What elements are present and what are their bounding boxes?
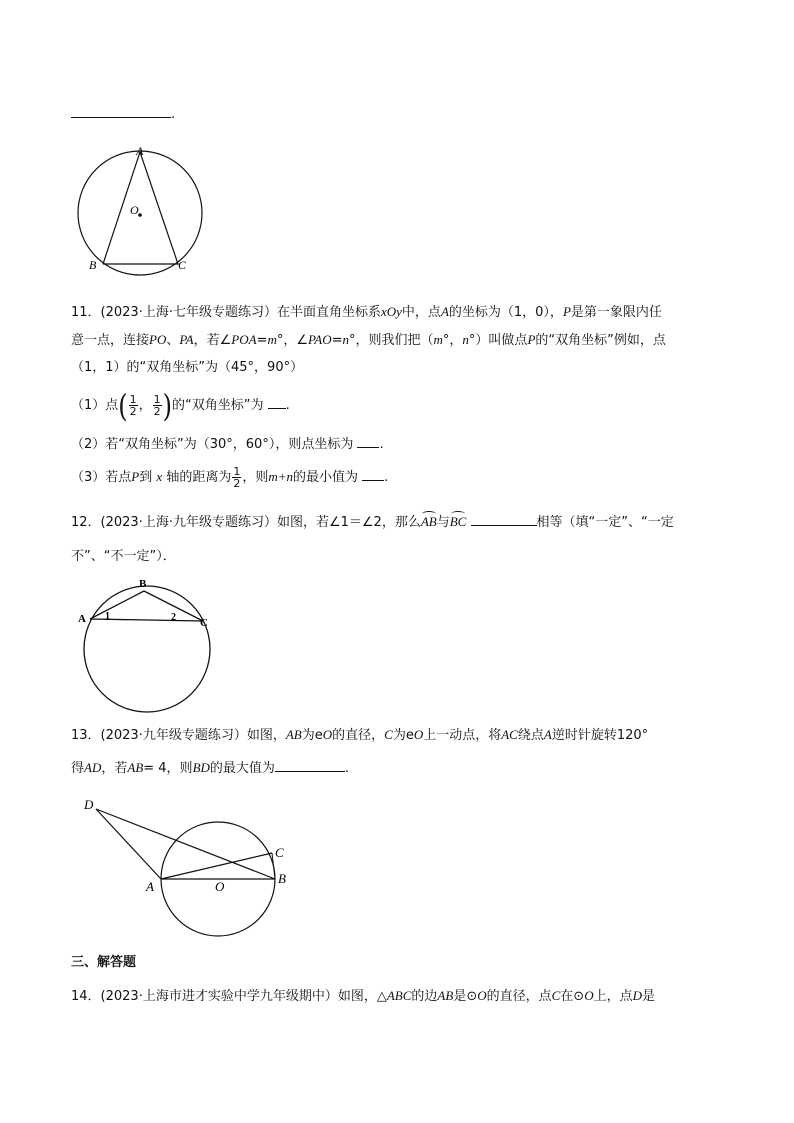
text: 的直径，点: [486, 989, 552, 1004]
text: 如图，△: [337, 989, 387, 1004]
denominator: 2: [129, 405, 137, 418]
var-ABC: ABC: [386, 988, 412, 1003]
text: 逆时针旋转120°: [551, 728, 649, 743]
text: 意一点，连接: [71, 333, 150, 348]
text: 轴的距离为: [166, 470, 232, 485]
denominator: 2: [153, 405, 161, 418]
text: 上一动点，将: [423, 728, 502, 743]
segment-AD: [96, 809, 161, 879]
var-BD: BD: [192, 760, 210, 775]
var-A: A: [440, 304, 449, 319]
text: = 4，则: [143, 761, 193, 776]
denominator: 2: [233, 477, 241, 490]
question-number: 14．: [71, 989, 101, 1004]
label-D: D: [84, 797, 94, 812]
text: 如图，若∠1＝∠2，那么: [276, 515, 421, 530]
q13-line1: [71, 726, 648, 745]
text: （1）点: [71, 398, 119, 413]
text: °）叫做点: [468, 333, 528, 348]
var-m: m: [267, 332, 277, 347]
section-title: 三、解答题: [71, 955, 137, 970]
var-C: C: [384, 727, 393, 742]
text: 到: [139, 470, 153, 485]
text: （1，1）的“双角坐标”为（45°，90°）: [71, 360, 304, 375]
question-source: (2023·九年级专题练习）: [100, 728, 247, 743]
var-P: P: [527, 332, 536, 347]
var-A: A: [543, 727, 552, 742]
text: 是⊙: [453, 989, 478, 1004]
text: 的直径，: [332, 728, 385, 743]
label-A: A: [146, 879, 154, 894]
label-B: B: [278, 871, 286, 886]
text: 的“双角坐标”为: [172, 398, 264, 413]
numerator: 1: [153, 393, 161, 406]
arc-BC: BC: [449, 514, 467, 529]
left-paren: (: [118, 387, 128, 424]
arc-AB: AB: [420, 514, 437, 529]
q12-line2: [71, 548, 176, 566]
var-m-plus-n: m+n: [268, 469, 294, 484]
label-O: O: [215, 879, 225, 894]
answer-blank: [362, 467, 384, 481]
var-P: P: [562, 304, 571, 319]
previous-answer-line: [71, 104, 175, 124]
var-POA: POA: [231, 332, 257, 347]
label-A: A: [136, 144, 144, 158]
var-AD: AD: [84, 760, 102, 775]
label-C: C: [178, 258, 187, 272]
label-angle-1: 1: [105, 611, 110, 622]
text: 不”、“不一定”）．: [71, 549, 176, 564]
text: （3）若点: [71, 470, 132, 485]
var-O: O: [477, 988, 487, 1003]
label-C: C: [275, 845, 284, 860]
question-source: (2023·上海·九年级专题练习）: [100, 515, 277, 530]
var-D: D: [632, 988, 642, 1003]
var-PAO: PAO: [307, 332, 332, 347]
text: 、: [166, 333, 180, 348]
text: °，则我们把（: [349, 333, 434, 348]
var-AC: AC: [501, 727, 518, 742]
question-number: 13．: [71, 728, 101, 743]
var-C: C: [551, 988, 561, 1003]
segment-AC: [161, 853, 272, 879]
text: =: [331, 333, 343, 348]
question-number: 11．: [71, 305, 101, 320]
numerator: 1: [233, 465, 241, 478]
text: 的边: [411, 989, 438, 1004]
label-A: A: [78, 613, 86, 625]
text: 的最大值为: [209, 761, 275, 776]
question-number: 12．: [71, 515, 101, 530]
q11-part3: [71, 464, 388, 491]
text: 中，点: [401, 305, 441, 320]
segment-BD: [96, 809, 275, 879]
var-x: x: [156, 469, 163, 484]
text: （2）若“双角坐标”为（30°，60°），则点坐标为: [71, 437, 354, 452]
label-O: O: [130, 203, 139, 217]
comma: ，: [138, 398, 152, 413]
var-AB: AB: [127, 760, 144, 775]
var-m: m: [433, 332, 443, 347]
text: 是第一象限内任: [570, 305, 662, 320]
label-B: B: [89, 258, 97, 272]
period: .: [379, 437, 384, 452]
var-O: O: [413, 727, 424, 742]
var-O: O: [584, 988, 594, 1003]
text: ，若: [101, 761, 128, 776]
period: .: [285, 398, 290, 413]
var-PA: PA: [179, 332, 194, 347]
text: 在半面直角坐标系: [276, 305, 381, 320]
text: 如图，: [246, 728, 286, 743]
numerator: 1: [129, 393, 137, 406]
figure-q13: [78, 796, 298, 940]
label-C: C: [200, 617, 208, 629]
var-O: O: [322, 727, 333, 742]
var-AB: AB: [437, 988, 454, 1003]
var-PO: PO: [149, 332, 167, 347]
text: 得: [71, 761, 85, 776]
question-source: (2023·上海·七年级专题练习）: [100, 305, 277, 320]
q13-line2: [71, 758, 349, 778]
text: 的“双角坐标”例如，点: [535, 333, 666, 348]
period: .: [344, 761, 350, 776]
q11-part2: [71, 434, 384, 454]
q12-line1: [71, 512, 674, 532]
var-n: n: [342, 332, 349, 347]
question-source: (2023·上海市进才实验中学九年级期中）: [100, 989, 338, 1004]
fraction: [153, 394, 162, 417]
q11-line1: [71, 303, 662, 322]
figure-q12: [76, 574, 216, 720]
fraction: [129, 394, 138, 417]
answer-blank: [275, 758, 345, 772]
text: 的坐标为（1，0），: [448, 305, 563, 320]
q11-line3: [71, 359, 303, 377]
figure-circle-triangle: [74, 144, 214, 278]
triangle: [103, 152, 178, 264]
label-angle-2: 2: [171, 612, 176, 623]
var-AB: AB: [285, 727, 302, 742]
q11-line2: [71, 331, 666, 350]
text: 是: [642, 989, 656, 1004]
text: 绕点: [517, 728, 544, 743]
var-xOy: xOy: [380, 304, 402, 319]
q14-line1: [71, 987, 655, 1006]
circle: [84, 586, 210, 712]
label-B: B: [139, 578, 147, 590]
text: °，: [442, 333, 463, 348]
period: .: [171, 107, 176, 122]
text: 为e: [392, 728, 414, 743]
text: 相等（填“一定”、“一定: [536, 515, 674, 530]
text: 的最小值为: [293, 470, 359, 485]
answer-blank: [357, 434, 379, 448]
center-point: [138, 213, 142, 217]
text: 为e: [301, 728, 323, 743]
circle: [78, 151, 202, 275]
var-P: P: [131, 469, 140, 484]
q11-part1: [71, 387, 290, 424]
fraction: [232, 466, 241, 489]
text: ，若∠: [193, 333, 232, 348]
text: =: [256, 333, 268, 348]
text: 与: [436, 515, 450, 530]
text: 在⊙: [560, 989, 585, 1004]
text: 上，点: [593, 989, 633, 1004]
var-n: n: [462, 332, 469, 347]
answer-blank: [268, 395, 286, 409]
text: ，则: [242, 470, 269, 485]
right-paren: ): [162, 387, 173, 424]
answer-blank: [71, 104, 171, 118]
text: °，∠: [276, 333, 308, 348]
period: .: [384, 470, 389, 485]
answer-blank: [471, 512, 537, 526]
